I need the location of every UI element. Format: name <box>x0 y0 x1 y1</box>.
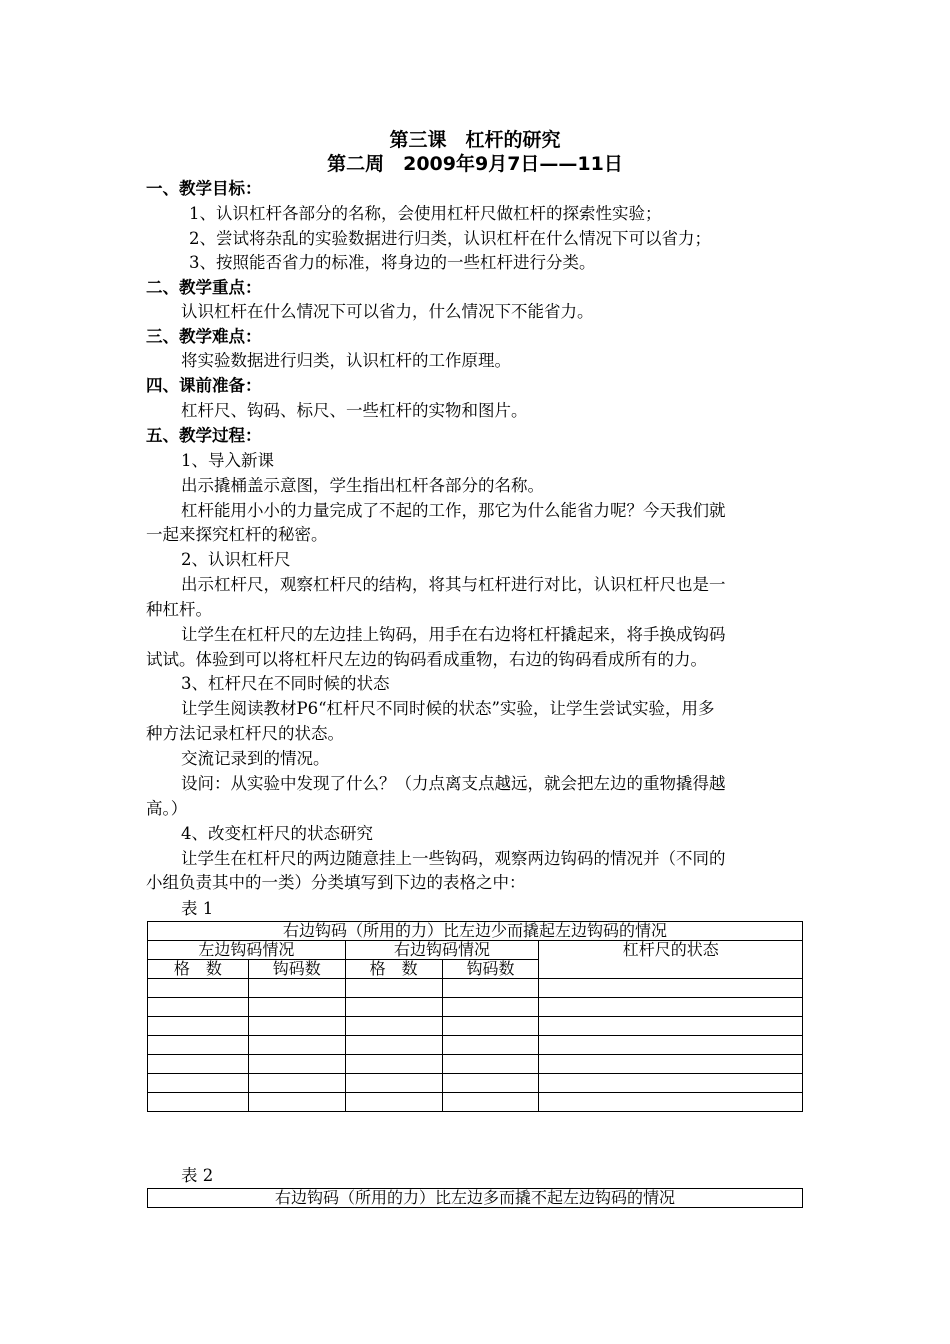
paragraph: 出示杠杆尺，观察杠杆尺的结构，将其与杠杆进行对比，认识杠杆尺也是一 <box>181 575 726 594</box>
section-1-heading: 一、教学目标： <box>146 179 262 198</box>
table-row <box>148 1093 803 1112</box>
paragraph: 让学生在杠杆尺的左边挂上钩码，用手在右边将杠杆撬起来，将手换成钩码 <box>181 625 726 644</box>
process-step-4: 4、改变杠杆尺的状态研究 <box>181 824 373 843</box>
lesson-date: 第二周 2009年9月7日——11日 <box>327 153 623 175</box>
table-2-label: 表 2 <box>181 1166 214 1185</box>
paragraph: 出示撬桶盖示意图，学生指出杠杆各部分的名称。 <box>181 476 544 495</box>
table-col-right-count: 钩码数 <box>442 960 539 979</box>
section-5-heading: 五、教学过程： <box>146 426 262 445</box>
objective-2: 2、尝试将杂乱的实验数据进行归类，认识杠杆在什么情况下可以省力； <box>189 229 711 248</box>
objective-1: 1、认识杠杆各部分的名称，会使用杠杆尺做杠杆的探索性实验； <box>189 204 662 223</box>
paragraph: 让学生阅读教材P6“杠杆尺不同时候的状态”实验，让学生尝试实验，用多 <box>181 699 715 718</box>
table-row <box>148 1017 803 1036</box>
paragraph: 高。） <box>146 799 188 818</box>
table-header-lever-state: 杠杆尺的状态 <box>539 941 803 979</box>
table-1-label: 表 1 <box>181 899 214 918</box>
table-header-right-hooks: 右边钩码情况 <box>345 941 539 960</box>
difficulty-text: 将实验数据进行归类，认识杠杆的工作原理。 <box>181 351 511 370</box>
table-row <box>148 1074 803 1093</box>
paragraph: 一起来探究杠杆的秘密。 <box>146 525 328 544</box>
section-3-heading: 三、教学难点： <box>146 327 262 346</box>
table-row <box>148 998 803 1017</box>
paragraph: 设问：从实验中发现了什么？（力点离支点越远，就会把左边的重物撬得越 <box>181 774 726 793</box>
data-table-1 <box>147 921 803 1112</box>
paragraph: 试试。体验到可以将杠杆尺左边的钩码看成重物，右边的钩码看成所有的力。 <box>146 650 707 669</box>
preparation-text: 杠杆尺、钩码、标尺、一些杠杆的实物和图片。 <box>181 401 528 420</box>
table-2-title: 右边钩码（所用的力）比左边多而撬不起左边钩码的情况 <box>148 1189 803 1208</box>
data-table-2 <box>147 1188 803 1208</box>
table-col-right-grid: 格 数 <box>345 960 442 979</box>
process-step-1: 1、导入新课 <box>181 451 274 470</box>
table-col-left-count: 钩码数 <box>248 960 345 979</box>
key-point-text: 认识杠杆在什么情况下可以省力，什么情况下不能省力。 <box>181 302 594 321</box>
lesson-title: 第三课 杠杆的研究 <box>389 129 561 151</box>
paragraph: 交流记录到的情况。 <box>181 749 330 768</box>
table-row <box>148 1055 803 1074</box>
table-col-left-grid: 格 数 <box>148 960 249 979</box>
paragraph: 让学生在杠杆尺的两边随意挂上一些钩码，观察两边钩码的情况并（不同的 <box>181 849 726 868</box>
table-row <box>148 1036 803 1055</box>
table-row <box>148 979 803 998</box>
paragraph: 小组负责其中的一类）分类填写到下边的表格之中： <box>146 873 526 892</box>
paragraph: 种杠杆。 <box>146 600 212 619</box>
section-2-heading: 二、教学重点： <box>146 278 262 297</box>
table-header-left-hooks: 左边钩码情况 <box>148 941 346 960</box>
objective-3: 3、按照能否省力的标准，将身边的一些杠杆进行分类。 <box>189 253 596 272</box>
paragraph: 杠杆能用小小的力量完成了不起的工作，那它为什么能省力呢？今天我们就 <box>181 501 726 520</box>
process-step-3: 3、杠杆尺在不同时候的状态 <box>181 674 390 693</box>
paragraph: 种方法记录杠杆尺的状态。 <box>146 724 344 743</box>
table-1-title: 右边钩码（所用的力）比左边少而撬起左边钩码的情况 <box>148 922 803 941</box>
process-step-2: 2、认识杠杆尺 <box>181 550 291 569</box>
section-4-heading: 四、课前准备： <box>146 376 262 395</box>
